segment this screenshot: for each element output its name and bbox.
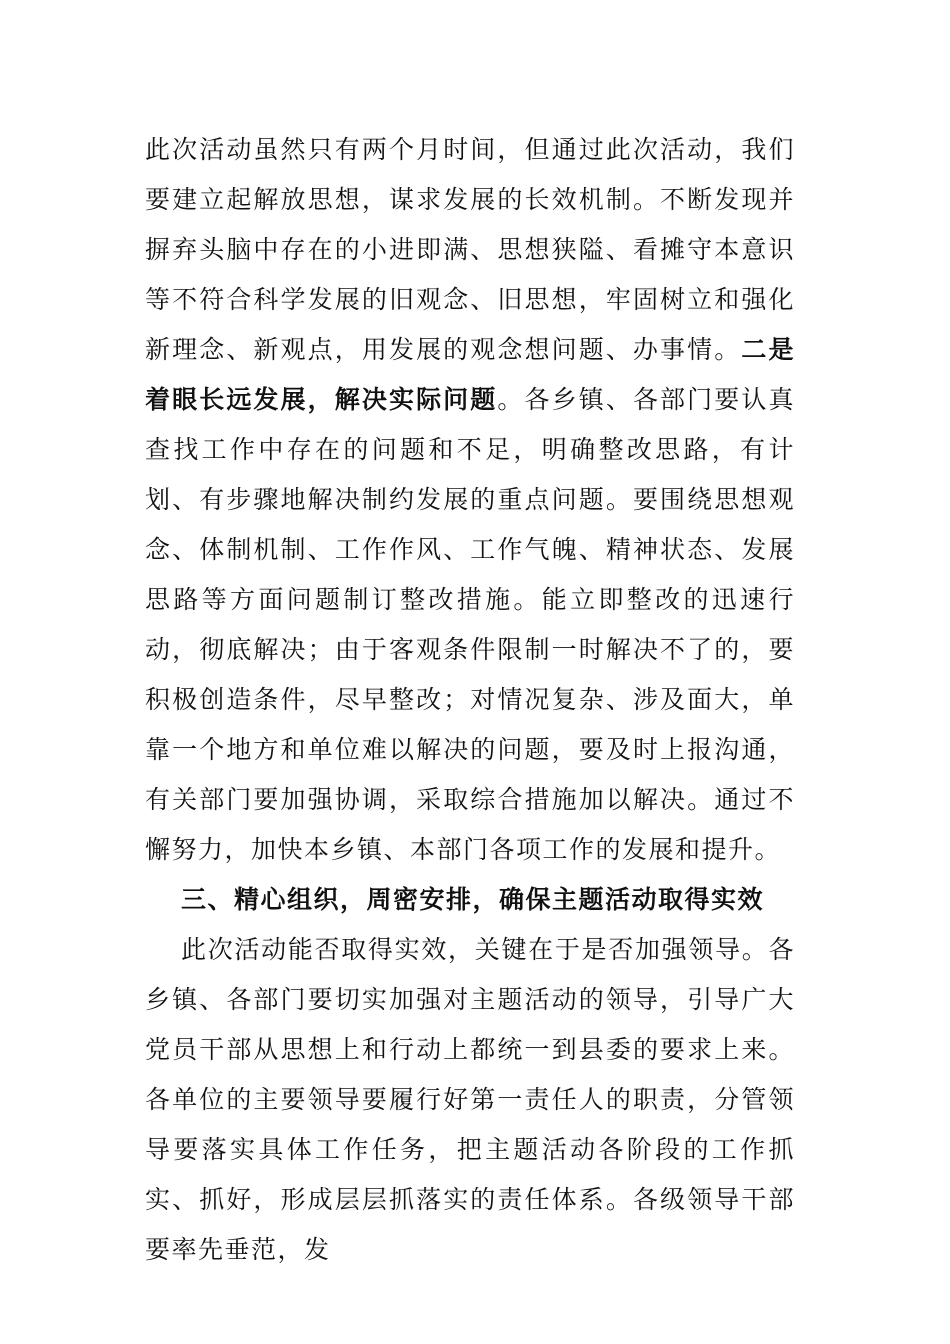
paragraph-1-text-b: 。各乡镇、各部门要认真查找工作中存在的问题和不足，明确整改思路，有计划、有步骤地解决制约发展的重点问题。要围绕思想观念、体制机制、工作作风、工作气魄、精神状态、发展思路等方面问题制订整改措施。能立即整改的迅速行动，彻底解决；由于客观条件限制一时解决不了的，要积极创造条件，尽早整改；对情况复杂、涉及面大，单靠一个地方和单位难以解决的问题，要及时上报沟通，有关部门要加强协调，采取综合措施加以解决。通过不懈努力，加快本乡镇、本部门各项工作的发展和提升。 [145,385,795,864]
paragraph-1-text-a: 此次活动虽然只有两个月时间，但通过此次活动，我们要建立起解放思想，谋求发展的长效机制。不断发现并摒弃头脑中存在的小进即满、思想狭隘、看摊守本意识等不符合科学发展的旧观念、旧思想，牢固树立和强化新理念、新观点，用发展的观念想问题、办事情。 [145,135,795,364]
paragraph-1 [145,125,795,875]
document-body [145,125,795,1275]
section-heading-3: 三、精心组织，周密安排，确保主题活动取得实效 [181,885,765,914]
paragraph-1-bold-point: 二是着眼长远发展，解决实际问题 [145,335,795,414]
paragraph-2: 此次活动能否取得实效，关键在于是否加强领导。各乡镇、各部门要切实加强对主题活动的领导，引导广大党员干部从思想上和行动上都统一到县委的要求上来。各单位的主要领导要履行好第一责任人的职责，分管领导要落实具体工作任务，把主题活动各阶段的工作抓实、抓好，形成层层抓落实的责任体系。各级领导干部要率先垂范，发 [145,935,795,1264]
